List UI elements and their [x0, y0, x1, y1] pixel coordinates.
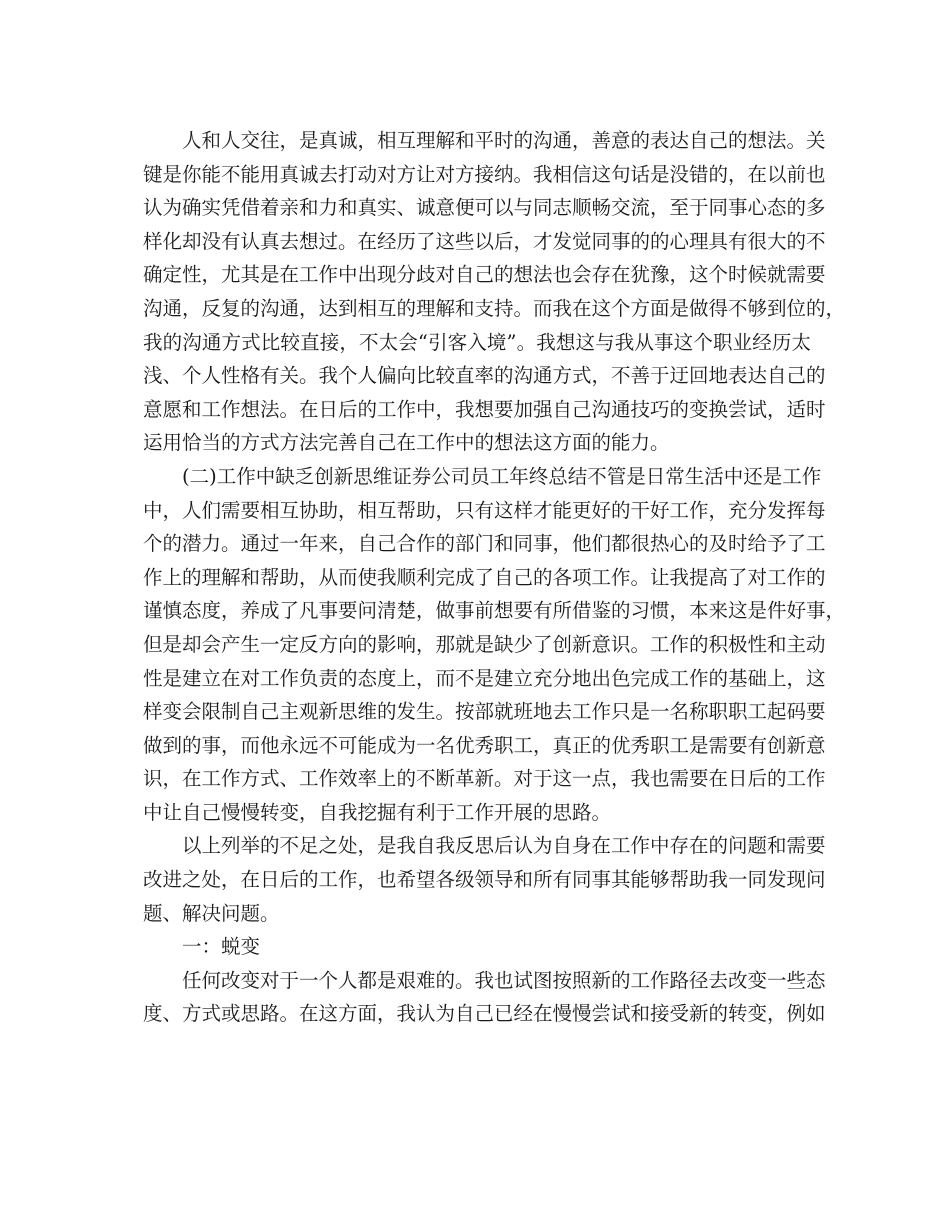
- text-line: 识，在工作方式、工作效率上的不断革新。对于这一点，我也需要在日后的工作: [143, 767, 826, 791]
- text-line: 题、解决问题。: [143, 901, 280, 925]
- text-line: 度、方式或思路。在这方面，我认为自己已经在慢慢尝试和接受新的转变，例如: [143, 1002, 826, 1026]
- paragraph: [143, 460, 846, 830]
- text-line: 做到的事，而他永远不可能成为一名优秀职工，真正的优秀职工是需要有创新意: [143, 733, 826, 757]
- text-line: 确定性，尤其是在工作中出现分歧对自己的想法也会存在犹豫，这个时候就需要: [143, 263, 826, 287]
- text-line: 性是建立在对工作负责的态度上，而不是建立充分地出色完成工作的基础上，这: [143, 666, 826, 690]
- text-line: 运用恰当的方式方法完善自己在工作中的想法这方面的能力。: [143, 431, 670, 455]
- text-line: 意愿和工作想法。在日后的工作中，我想要加强自己沟通技巧的变换尝试，适时: [143, 397, 826, 421]
- text-line: 浅、个人性格有关。我个人偏向比较直率的沟通方式，不善于迂回地表达自己的: [143, 364, 826, 388]
- text-line: 认为确实凭借着亲和力和真实、诚意便可以与同志顺畅交流，至于同事心态的多: [143, 196, 826, 220]
- text-line: 改进之处，在日后的工作，也希望各级领导和所有同事其能够帮助我一同发现问: [143, 868, 826, 892]
- paragraph: [143, 124, 846, 460]
- text-line: (二)工作中缺乏创新思维证券公司员工年终总结不管是日常生活中还是工作: [182, 464, 822, 488]
- text-line: 我的沟通方式比较直接，不太会“引客入境”。我想这与我从事这个职业经历太: [143, 330, 811, 354]
- text-line: 样化却没有认真去想过。在经历了这些以后，才发觉同事的的心理具有很大的不: [143, 229, 826, 253]
- text-line: 一：蜕变: [182, 935, 261, 959]
- text-line: 个的潜力。通过一年来，自己合作的部门和同事，他们都很热心的及时给予了工: [143, 532, 826, 556]
- text-line: 中，人们需要相互协助，相互帮助，只有这样才能更好的干好工作，充分发挥每: [143, 498, 826, 522]
- text-line: 谨慎态度，养成了凡事要问清楚，做事前想要有所借鉴的习惯，本来这是件好事，: [143, 599, 846, 623]
- text-line: 样变会限制自己主观新思维的发生。按部就班地去工作只是一名称职职工起码要: [143, 700, 826, 724]
- text-line: 中让自己慢慢转变，自我挖掘有利于工作开展的思路。: [143, 800, 612, 824]
- paragraph: [143, 964, 826, 1031]
- text-line: 键是你能不能用真诚去打动对方让对方接纳。我相信这句话是没错的，在以前也: [143, 162, 826, 186]
- paragraph: [143, 829, 826, 930]
- text-line: 人和人交往，是真诚，相互理解和平时的沟通，善意的表达自己的想法。关: [182, 129, 826, 152]
- text-line: 作上的理解和帮助，从而使我顺利完成了自己的各项工作。让我提高了对工作的: [143, 565, 826, 589]
- document-body: [143, 124, 846, 1031]
- text-line: 任何改变对于一个人都是艰难的。我也试图按照新的工作路径去改变一些态: [182, 968, 826, 992]
- text-line: 但是却会产生一定反方向的影响，那就是缺少了创新意识。工作的积极性和主动: [143, 632, 826, 656]
- text-line: 以上列举的不足之处，是我自我反思后认为自身在工作中存在的问题和需要: [182, 834, 826, 858]
- text-line: 沟通，反复的沟通，达到相互的理解和支持。而我在这个方面是做得不够到位的，: [143, 296, 846, 320]
- paragraph: [143, 930, 811, 964]
